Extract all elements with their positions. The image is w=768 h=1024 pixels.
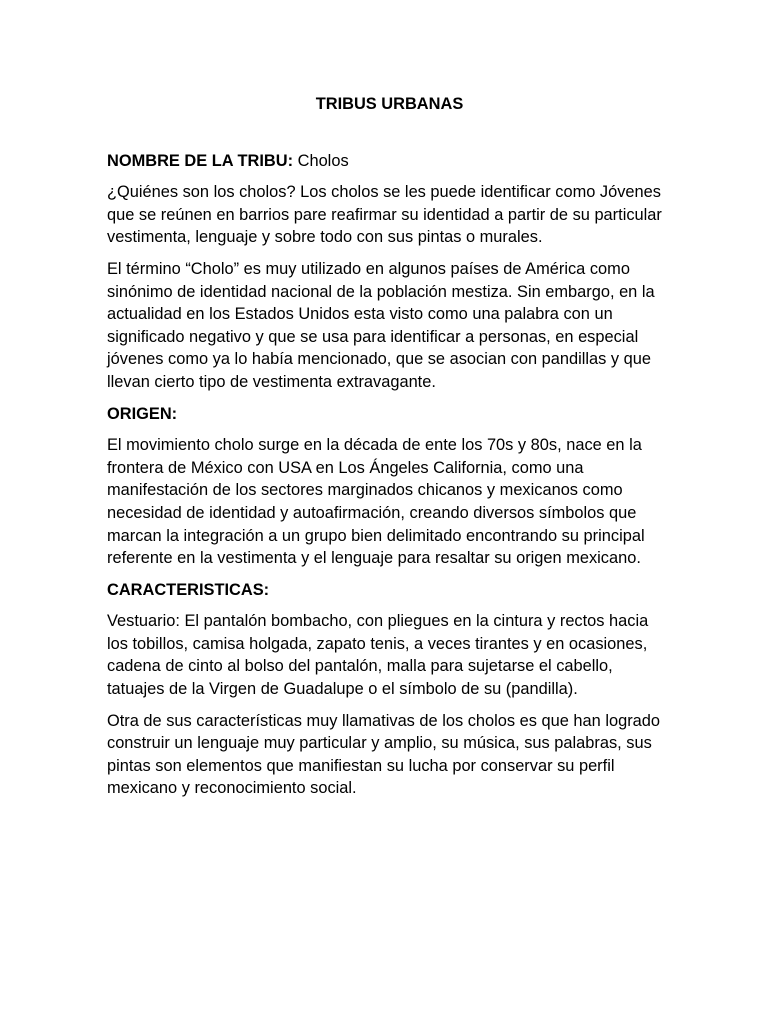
heading-caracteristicas: CARACTERISTICAS: <box>107 580 270 599</box>
document-title: TRIBUS URBANAS <box>315 95 464 113</box>
paragraph-vestuario: Vestuario: El pantalón bombacho, con pliegues en la cintura y rectos hacia los tobillos, camisa holgada, zapato tenis, a veces tirantes y en ocasiones, cadena de cinto al bolso del pantalón, malla para sujetarse el cabello, tatuajes de la Virgen de Guadalupe o el símbolo de su (pandilla). <box>107 612 649 699</box>
paragraph-termino: El término “Cholo” es muy utilizado en algunos países de América como sinónimo de identidad nacional de la población mestiza. Sin embargo, en la actualidad en los Estados Unidos esta visto como una palabra con un significado negativo y que se usa para identificar a personas, en especial jóvenes como ya lo había mencionado, que se asocian con pandillas y que llevan cierto tipo de vestimenta extravagante. <box>107 259 655 391</box>
paragraph-quienes: ¿Quiénes son los cholos? Los cholos se les puede identificar como Jóvenes que se reúnen en barrios pare reafirmar su identidad a partir de su particular vestimenta, lenguaje y sobre todo con sus pintas o murales. <box>107 183 662 247</box>
tribe-name-label: NOMBRE DE LA TRIBU: <box>107 151 294 170</box>
tribe-name-line <box>107 150 672 173</box>
document-page <box>107 93 672 809</box>
tribe-name-value: Cholos <box>293 151 349 170</box>
heading-origen: ORIGEN: <box>107 404 178 423</box>
paragraph-origen: El movimiento cholo surge en la década de ente los 70s y 80s, nace en la frontera de México con USA en Los Ángeles California, como una manifestación de los sectores marginados chicanos y mexicanos como necesidad de identidad y autoafirmación, creando diversos símbolos que marcan la integración a un grupo bien delimitado encontrando su principal referente en la vestimenta y el lenguaje para resaltar su origen mexicano. <box>107 436 645 568</box>
paragraph-otra: Otra de sus características muy llamativas de los cholos es que han logrado construir un lenguaje muy particular y amplio, su música, sus palabras, sus pintas son elementos que manifiestan su lucha por conservar su perfil mexicano y reconocimiento social. <box>107 711 660 798</box>
